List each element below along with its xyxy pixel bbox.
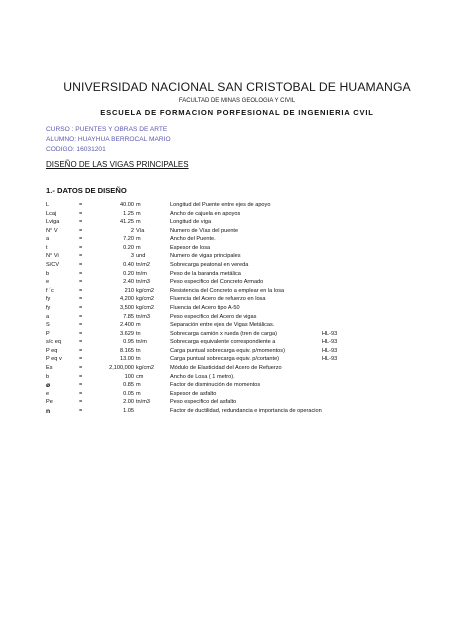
row-unit: tn/m2 xyxy=(136,262,150,269)
row-value: 0.20 xyxy=(123,244,134,251)
row-equals: = xyxy=(79,202,83,208)
row-description: Carga puntual sobrecarga equiv. p/cortante) xyxy=(170,356,280,363)
row-description: Numero de vigas principales xyxy=(170,253,241,260)
row-value: 2 xyxy=(130,227,134,234)
row-equals: = xyxy=(79,339,83,346)
row-symbol: L xyxy=(46,202,50,208)
row-unit: tn xyxy=(136,356,141,363)
table-row xyxy=(0,271,474,280)
row-unit: und xyxy=(136,253,146,260)
row-unit: m xyxy=(136,382,141,389)
row-reference: HL-93 xyxy=(322,356,338,363)
row-symbol: ø xyxy=(46,382,51,390)
row-description: Resistencia del Concreto a emplear en la losa xyxy=(170,287,285,294)
code-line: CODIGO: 16031201 xyxy=(46,146,106,153)
row-value: 0.20 xyxy=(123,270,134,277)
row-equals: = xyxy=(79,304,83,311)
row-equals: = xyxy=(79,227,83,234)
row-description: Fluencia del Acero de refuerzo en losa xyxy=(170,296,266,303)
row-symbol: Lcaj xyxy=(46,210,57,217)
row-reference: HL-93 xyxy=(322,330,338,337)
row-symbol: s/c eq xyxy=(46,339,61,346)
table-row xyxy=(0,374,474,383)
row-description: Longitud del Puente entre ejes de apoyo xyxy=(170,202,271,208)
row-value: 3 xyxy=(130,253,134,260)
row-description: Peso de la baranda metálica xyxy=(170,270,241,277)
row-value: 210 xyxy=(124,287,134,294)
table-row xyxy=(0,356,474,365)
table-row xyxy=(0,296,474,305)
row-equals: = xyxy=(79,287,83,294)
row-symbol: S xyxy=(46,322,50,329)
row-description: Longitud de viga xyxy=(170,219,212,226)
row-value: 7.20 xyxy=(123,236,134,243)
row-unit: tn/m3 xyxy=(136,313,150,320)
row-symbol: P eq xyxy=(46,347,58,354)
row-description: Ancho de cajuela en apoyos xyxy=(170,210,241,217)
row-equals: = xyxy=(79,270,83,277)
row-symbol: Lviga xyxy=(46,219,60,226)
row-value: 3,500 xyxy=(120,304,134,311)
row-unit: kg/cm2 xyxy=(136,296,155,303)
row-unit: tn xyxy=(136,330,141,337)
row-value: 0.95 xyxy=(123,339,134,346)
row-description: Ancho del Puente. xyxy=(170,236,216,243)
row-description: Peso especifico del Acero de vigas xyxy=(170,313,257,320)
faculty-subtitle: FACULTAD DE MINAS GEOLOGIA Y CIVIL xyxy=(178,98,296,104)
row-symbol: e xyxy=(46,279,50,286)
row-description: Peso especifico del asfalto xyxy=(170,399,237,406)
row-unit: m xyxy=(136,390,141,397)
table-row xyxy=(0,279,474,288)
row-description: Fluencia del Acero tipo A-50 xyxy=(170,304,240,311)
row-value: 8.165 xyxy=(120,347,134,354)
row-value: 0.05 xyxy=(123,390,134,397)
row-unit: m xyxy=(136,219,141,226)
table-row xyxy=(0,314,474,323)
table-row xyxy=(0,202,474,211)
row-unit: tn xyxy=(136,347,141,354)
row-value: 0.85 xyxy=(123,382,134,389)
table-row xyxy=(0,339,474,348)
row-value: 1.05 xyxy=(123,407,134,414)
table-row xyxy=(0,399,474,408)
row-description: Peso especifico del Concreto Armado xyxy=(170,279,264,286)
table-row xyxy=(0,236,474,245)
row-unit: m xyxy=(136,322,141,329)
row-equals: = xyxy=(79,219,83,226)
row-equals: = xyxy=(79,390,83,397)
table-row xyxy=(0,348,474,357)
row-symbol: fy xyxy=(46,304,51,311)
row-equals: = xyxy=(79,347,83,354)
section-title: DISEÑO DE LAS VIGAS PRINCIPALES xyxy=(46,160,189,169)
row-unit: tn/m xyxy=(136,270,147,277)
table-row xyxy=(0,219,474,228)
row-unit: tn/m3 xyxy=(136,399,150,406)
row-unit: kg/cm2 xyxy=(136,304,155,311)
row-equals: = xyxy=(79,279,83,286)
row-description: Carga puntual sobrecarga equiv. p/momentos) xyxy=(170,347,285,354)
row-value: 2.40 xyxy=(123,279,134,286)
row-equals: = xyxy=(79,330,83,337)
row-value: 0.40 xyxy=(123,262,134,269)
row-unit: Vía xyxy=(136,227,145,234)
row-symbol: N° Vi xyxy=(46,253,59,260)
row-symbol: Es xyxy=(46,365,53,372)
row-description: Espesor de asfalto xyxy=(170,390,217,397)
row-symbol: n xyxy=(46,407,51,415)
row-symbol: a xyxy=(46,236,50,243)
row-equals: = xyxy=(79,296,83,303)
table-row xyxy=(0,331,474,340)
row-unit: cm xyxy=(136,373,144,380)
row-equals: = xyxy=(79,322,83,329)
row-equals: = xyxy=(79,262,83,269)
row-reference: HL-93 xyxy=(322,347,338,354)
row-equals: = xyxy=(79,210,83,217)
row-value: 2,100,000 xyxy=(109,365,134,372)
row-description: Factor de ductilidad, redundancia e importancia de operacion xyxy=(170,407,322,414)
row-value: 100 xyxy=(124,373,134,380)
row-symbol: S/CV xyxy=(46,262,60,269)
row-unit: m xyxy=(136,236,141,243)
row-value: 7.85 xyxy=(123,313,134,320)
row-value: 2.00 xyxy=(123,399,134,406)
row-symbol: a xyxy=(46,313,50,320)
row-unit: m xyxy=(136,244,141,251)
row-equals: = xyxy=(79,365,83,372)
row-value: 41.25 xyxy=(120,219,134,226)
row-symbol: P xyxy=(46,330,50,337)
row-value: 40.00 xyxy=(120,202,134,208)
table-row xyxy=(0,262,474,271)
table-row xyxy=(0,211,474,220)
table-row xyxy=(0,365,474,374)
course-line: CURSO : PUENTES Y OBRAS DE ARTE xyxy=(46,126,168,133)
row-equals: = xyxy=(79,236,83,243)
row-symbol: b xyxy=(46,373,50,380)
row-equals: = xyxy=(79,253,83,260)
row-unit: kg/cm2 xyxy=(136,287,155,294)
row-description: Sobrecarga equivalente correspondiente a xyxy=(170,339,276,346)
row-symbol: fy xyxy=(46,296,51,303)
row-description: Numero de Vías del puente xyxy=(170,227,239,234)
row-unit: m xyxy=(136,210,141,217)
row-description: Factor de disminución de momentos xyxy=(170,382,261,389)
row-unit: m xyxy=(136,202,141,208)
row-equals: = xyxy=(79,382,83,389)
row-unit: tn/m3 xyxy=(136,279,150,286)
row-value: 2.400 xyxy=(120,322,134,329)
row-value: 3.629 xyxy=(120,330,134,337)
row-symbol: b xyxy=(46,270,50,277)
row-value: 4,200 xyxy=(120,296,134,303)
table-row xyxy=(0,288,474,297)
row-description: Ancho de Losa ( 1 metro). xyxy=(170,373,235,380)
table-row xyxy=(0,305,474,314)
table-row xyxy=(0,245,474,254)
table-row xyxy=(0,322,474,331)
row-symbol: e xyxy=(46,390,50,397)
row-unit: tn/m xyxy=(136,339,147,346)
row-symbol: N° V xyxy=(46,227,58,234)
row-description: Espesor de losa xyxy=(170,244,211,251)
table-row xyxy=(0,228,474,237)
school-title: ESCUELA DE FORMACION PORFESIONAL DE INGENIERIA CVIL xyxy=(100,108,374,117)
table-row xyxy=(0,382,474,391)
row-equals: = xyxy=(79,373,83,380)
row-equals: = xyxy=(79,407,83,414)
row-equals: = xyxy=(79,356,83,363)
row-description: Módulo de Elasticidad del Acero de Refuerzo xyxy=(170,365,282,372)
student-line: ALUMNO: HUAYHUA BERROCAL MARIO xyxy=(46,136,171,143)
row-equals: = xyxy=(79,313,83,320)
row-symbol: P eq v xyxy=(46,356,62,363)
table-row xyxy=(0,408,474,417)
row-equals: = xyxy=(79,244,83,251)
row-value: 1.25 xyxy=(123,210,134,217)
row-description: Sobrecarga camión x rueda (tren de carga) xyxy=(170,330,277,337)
row-symbol: Pe xyxy=(46,399,53,406)
subsection-title: 1.- DATOS DE DISEÑO xyxy=(46,186,127,195)
row-description: Separación entre ejes de Vigas Metálicas. xyxy=(170,322,275,329)
row-unit: kg/cm2 xyxy=(136,365,155,372)
table-row xyxy=(0,391,474,400)
row-reference: HL-93 xyxy=(322,339,338,346)
row-value: 13.00 xyxy=(120,356,134,363)
table-row xyxy=(0,253,474,262)
row-symbol: t xyxy=(46,244,48,251)
row-equals: = xyxy=(79,399,83,406)
row-symbol: f ´c xyxy=(46,287,54,294)
university-title: UNIVERSIDAD NACIONAL SAN CRISTOBAL DE HUAMANGA xyxy=(63,80,411,94)
row-description: Sobrecarga peatonal en vereda xyxy=(170,262,249,269)
